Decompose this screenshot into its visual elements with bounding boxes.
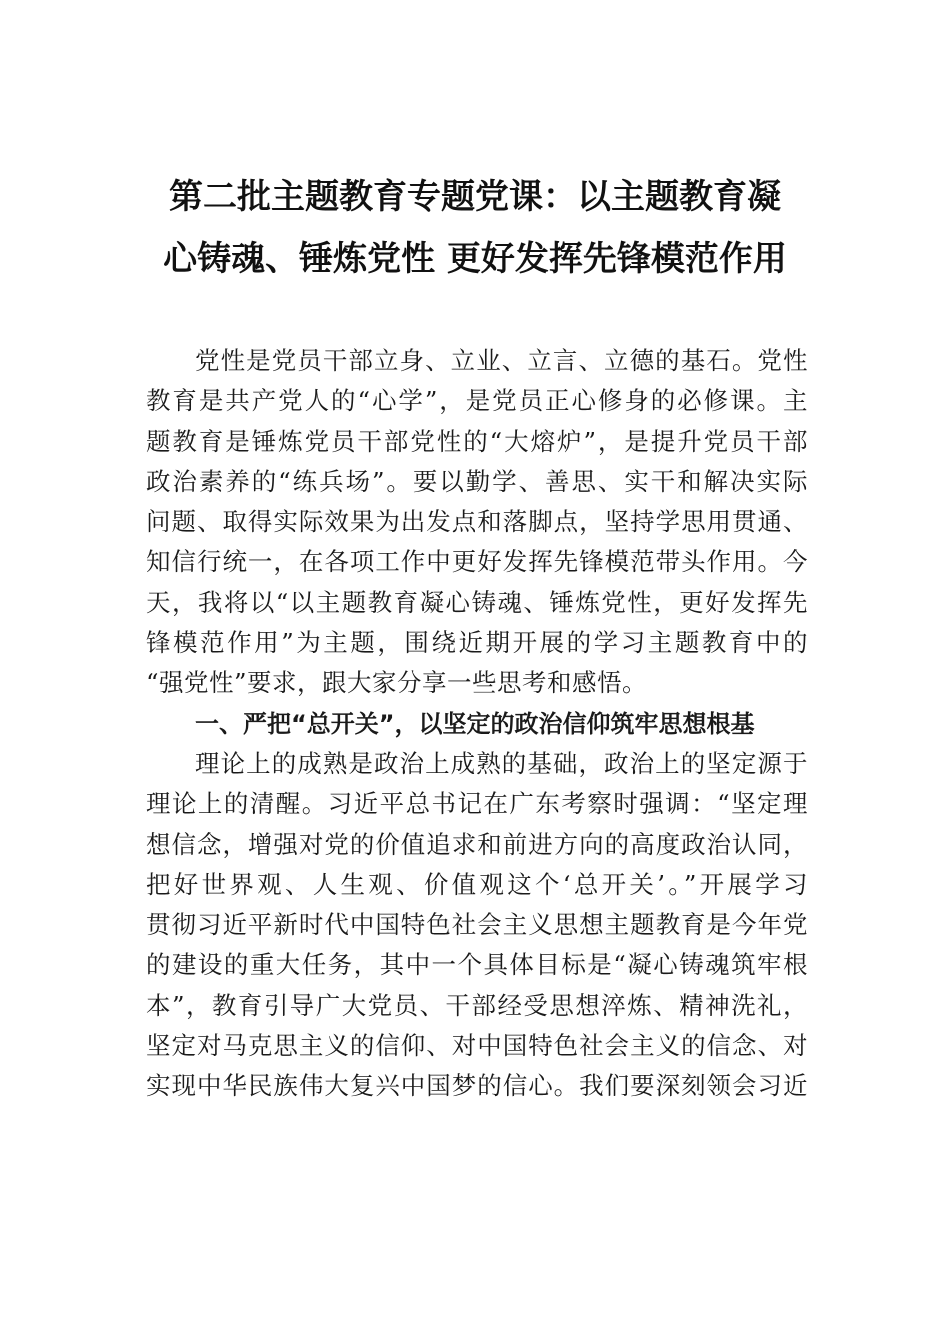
paragraph-section-1 — [146, 744, 808, 1107]
text-line: 天，我将以“以主题教育凝心铸魂、锤炼党性，更好发挥先 — [146, 587, 808, 617]
text-line: 想信念，增强对党的价值追求和前进方向的高度政治认同， — [146, 829, 808, 859]
text-line: 政治素养的“练兵场”。要以勤学、善思、实干和解决实际 — [146, 466, 808, 496]
paragraph-intro — [146, 341, 808, 704]
text-line: “强党性”要求，跟大家分享一些思考和感悟。 — [146, 668, 648, 698]
text-line: 知信行统一，在各项工作中更好发挥先锋模范带头作用。今 — [146, 547, 808, 577]
document-body — [146, 341, 808, 1107]
text-line: 教育是共产党人的“心学”，是党员正心修身的必修课。主 — [146, 386, 808, 416]
text-line: 锋模范作用”为主题，围绕近期开展的学习主题教育中的 — [146, 628, 808, 658]
text-line: 本”，教育引导广大党员、干部经受思想淬炼、精神洗礼， — [146, 990, 808, 1020]
text-line: 理论上的成熟是政治上成熟的基础，政治上的坚定源于 — [195, 748, 808, 778]
text-line: 理论上的清醒。习近平总书记在广东考察时强调：“坚定理 — [146, 789, 808, 819]
text-line: 把好世界观、人生观、价值观这个‘总开关’。”开展学习 — [146, 869, 808, 899]
text-line: 贯彻习近平新时代中国特色社会主义思想主题教育是今年党 — [146, 910, 808, 940]
text-line: 实现中华民族伟大复兴中国梦的信心。我们要深刻领会习近 — [146, 1071, 808, 1101]
text-line: 问题、取得实际效果为出发点和落脚点，坚持学思用贯通、 — [146, 507, 808, 537]
document-title — [120, 166, 830, 290]
title-line-2: 心铸魂、锤炼党性 更好发挥先锋模范作用 — [163, 239, 787, 279]
section-heading: 一、严把“总开关”，以坚定的政治信仰筑牢思想根基 — [195, 709, 755, 738]
text-line: 的建设的重大任务，其中一个具体目标是“凝心铸魂筑牢根 — [146, 950, 808, 980]
text-line: 党性是党员干部立身、立业、立言、立德的基石。党性 — [195, 346, 808, 375]
title-line-1: 第二批主题教育专题党课：以主题教育凝 — [169, 177, 781, 217]
text-line: 坚定对马克思主义的信仰、对中国特色社会主义的信念、对 — [146, 1031, 808, 1061]
text-line: 题教育是锤炼党员干部党性的“大熔炉”，是提升党员干部 — [146, 426, 808, 456]
